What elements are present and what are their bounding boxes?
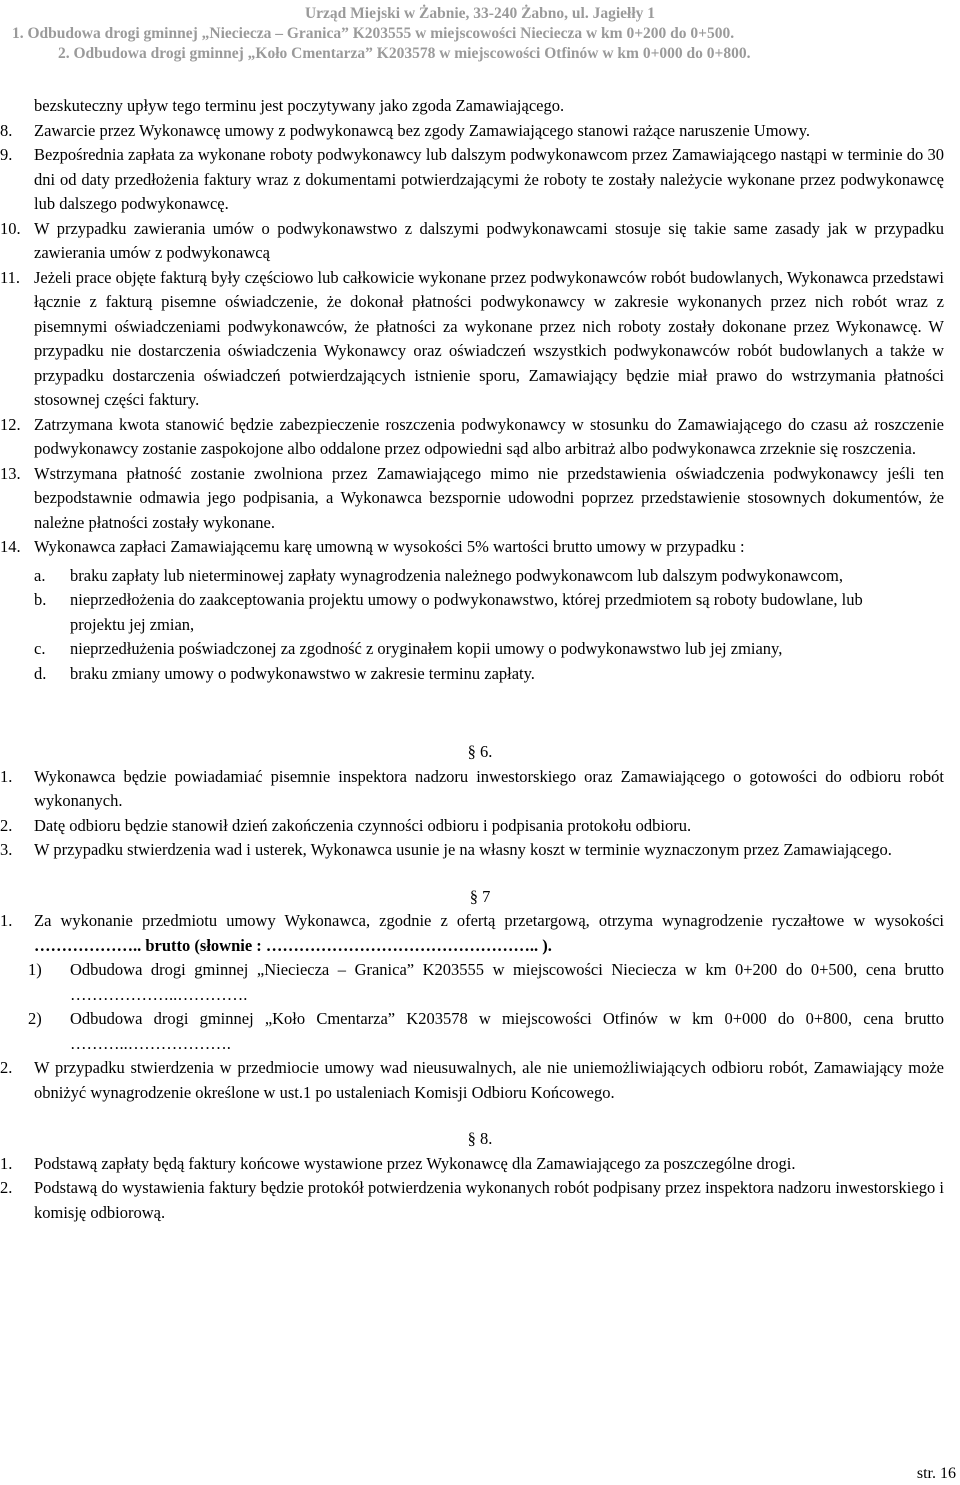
item-text: W przypadku stwierdzenia w przedmiocie umowy wad nieusuwalnych, ale nie uniemożliwiających odbioru robót, Zamawiający może obniżyć wynagrodzenie określone w ust.1 po ustaleniach Komisji Odbioru Końcowego. — [34, 1058, 944, 1102]
sub-item-text: nieprzedłużenia poświadczonej za zgodność z oryginałem kopii umowy o podwykonawstwo lub jej zmiany, — [70, 639, 783, 658]
header-line-1: Urząd Miejski w Żabnie, 33-240 Żabno, ul. Jagiełły 1 — [304, 5, 656, 22]
item-number: 8. — [0, 120, 13, 140]
sub-item — [0, 637, 960, 662]
item-number: 12. — [0, 414, 21, 434]
item-text: Wykonawca będzie powiadamiać pisemnie inspektora nadzoru inwestorskiego oraz Zamawiającego o gotowości do odbioru robót wykonanych. — [34, 766, 944, 810]
item-text: Podstawą zapłaty będą faktury końcowe wystawione przez Wykonawcę dla Zamawiającego za poszczególne drogi. — [34, 1153, 796, 1173]
amount-placeholder: ……………….. brutto (słownie : ………………………………………….. ). — [34, 935, 552, 955]
item-text: W przypadku zawierania umów o podwykonawstwo z dalszymi podwykonawcami stosuje się takie same zasady jak w przypadku zawierania umów z podwykonawcą — [34, 218, 944, 262]
sub-item-text: Odbudowa drogi gminnej „Niecieczа – Granica” K203555 w miejscowości Niecieczа w km 0+200 do 0+500, cena brutto ………………..…………. — [70, 960, 944, 1004]
item-text: Zawarcie przez Wykonawcę umowy z podwykonawcą bez zgody Zamawiającego stanowi rażące naruszenie Umowy. — [34, 120, 810, 140]
list-item — [0, 1152, 960, 1177]
item-number: 2. — [0, 815, 13, 835]
sub-item-text: braku zmiany umowy o podwykonawstwo w zakresie terminu zapłaty. — [70, 663, 535, 683]
item-text: W przypadku stwierdzenia wad i usterek, Wykonawca usunie je na własny koszt w terminie wyznaczonym przez Zamawiającego. — [34, 840, 892, 859]
document-body — [0, 94, 960, 1225]
item-number: 1. — [0, 911, 13, 930]
sub-item-letter: a. — [34, 565, 46, 585]
item-number: 2. — [0, 1178, 13, 1197]
section-6-title: § 6. — [467, 742, 493, 761]
sub-item-letter: c. — [34, 639, 46, 658]
item-text: Jeżeli prace objęte fakturą były częściowo lub całkowicie wykonane przez podwykonawców robót budowlanych, Wykonawca przedstawi łącznie z fakturą pisemne oświadczenie, że dokonał płatności podwykonawcy w zakresie wykonanych przez nich robót wraz z pisemnymi oświadczeniami podwykonawców, że płatności za wykonane przez nich roboty zostały dokonane przez Wykonawcę. W przypadku nie dostarczenia oświadczenia Wykonawcy oraz oświadczeń wszystkich podwykonawców robót budowlanych a także w przypadku dostarczenia oświadczeń potwierdzających istnienie sporu, Zamawiający będzie miał prawo do wstrzymania płatności stosownej części faktury. — [34, 267, 944, 409]
item-number: 1. — [0, 1153, 13, 1173]
sub-item-letter: d. — [34, 663, 47, 683]
sub-item-number: 2) — [28, 1009, 42, 1028]
list-item — [0, 814, 960, 839]
list-item — [0, 535, 960, 560]
list-item — [0, 266, 960, 413]
section-8-title: § 8. — [467, 1129, 493, 1148]
sub-item-text: braku zapłaty lub nieterminowej zapłaty wynagrodzenia należnego podwykonawcom lub dalszym podwykonawcom, — [70, 565, 843, 585]
sub-item-text: Odbudowa drogi gminnej „Koło Cmentarza” K203578 w miejscowości Otfinów w km 0+000 do 0+800, cena brutto ………..………………. — [70, 1009, 944, 1053]
page-header — [0, 4, 960, 64]
sub-item-letter: b. — [34, 590, 47, 609]
list-item — [0, 765, 960, 814]
intro-text: bezskuteczny upływ tego terminu jest poczytywany jako zgoda Zamawiającego. — [34, 96, 565, 115]
item-number: 14. — [0, 537, 21, 556]
list-item — [0, 143, 960, 217]
item-text: Za wykonanie przedmiotu umowy Wykonawca, zgodnie z ofertą przetargową, otrzyma wynagrodzenie ryczałtowe w wysokości — [34, 911, 944, 930]
item-text: Podstawą do wystawienia faktury będzie protokół potwierdzenia wykonanych robót podpisany przez inspektora nadzoru inwestorskiego i komisję odbiorową. — [34, 1178, 944, 1222]
item-number: 9. — [0, 145, 13, 164]
item-number: 13. — [0, 463, 21, 483]
item-number: 10. — [0, 218, 21, 238]
section-7-title: § 7 — [469, 886, 491, 906]
sub-item — [0, 1007, 960, 1056]
sub-item — [0, 662, 960, 687]
list-item — [0, 462, 960, 536]
item-text: Zatrzymana kwota stanowić będzie zabezpieczenie roszczenia podwykonawcy w stosunku do Zamawiającego do czasu aż roszczenie podwykonawcy zostanie zaspokojone albo oddalone przez odpowiedni sąd albo arbitraż albo podwykonawca zrzeknie się roszczenia. — [34, 414, 944, 458]
sub-item — [0, 958, 960, 1007]
item-number: 11. — [0, 267, 21, 287]
item-number: 1. — [0, 766, 13, 786]
item-text: Wstrzymana płatność zostanie zwolniona przez Zamawiającego mimo nie przedstawienia oświadczenia podwykonawcy jeśli ten bezpodstawnie odmawia jego podpisania, a Wykonawca bezspornie udowodni poprzez przedstawienie stosownych dokumentów, że należne płatności zostały wykonane. — [34, 463, 944, 532]
sub-item — [0, 588, 960, 637]
item-text: Wykonawca zapłaci Zamawiającemu karę umowną w wysokości 5% wartości brutto umowy w przypadku : — [34, 537, 745, 556]
sub-item — [0, 564, 960, 589]
list-item — [0, 217, 960, 266]
item-number: 2. — [0, 1058, 13, 1077]
list-item — [0, 1176, 960, 1225]
item-number: 3. — [0, 840, 13, 859]
list-item — [0, 413, 960, 462]
sub-item-text: nieprzedłożenia do zaakceptowania projektu umowy o podwykonawstwo, której przedmiotem są roboty budowlane, lub projektu jej zmian, — [70, 590, 863, 634]
page-number: str. 16 — [916, 1465, 956, 1482]
list-item — [0, 1056, 960, 1105]
item-text: Bezpośrednia zapłata za wykonane roboty podwykonawcy lub dalszym podwykonawcom przez Zamawiającego nastąpi w terminie do 30 dni od daty przedłożenia faktury wraz z dokumentami potwierdzającymi że roboty te zostały należycie wykonane przez podwykonawcę lub dalszego podwykonawcę. — [34, 145, 944, 213]
list-item — [0, 119, 960, 144]
header-line-3: 2. Odbudowa drogi gminnej „Koło Cmentarza” K203578 w miejscowości Otfinów w km 0+000 do 0+800. — [58, 45, 751, 62]
list-item — [0, 838, 960, 863]
list-item — [0, 909, 960, 958]
header-line-2: 1. Odbudowa drogi gminnej „Niecieczа – Granica” K203555 w miejscowości Niecieczа w km 0+200 do 0+500. — [12, 25, 735, 42]
item-text: Datę odbioru będzie stanowił dzień zakończenia czynności odbioru i podpisania protokołu odbioru. — [34, 815, 692, 835]
sub-item-number: 1) — [28, 960, 42, 979]
